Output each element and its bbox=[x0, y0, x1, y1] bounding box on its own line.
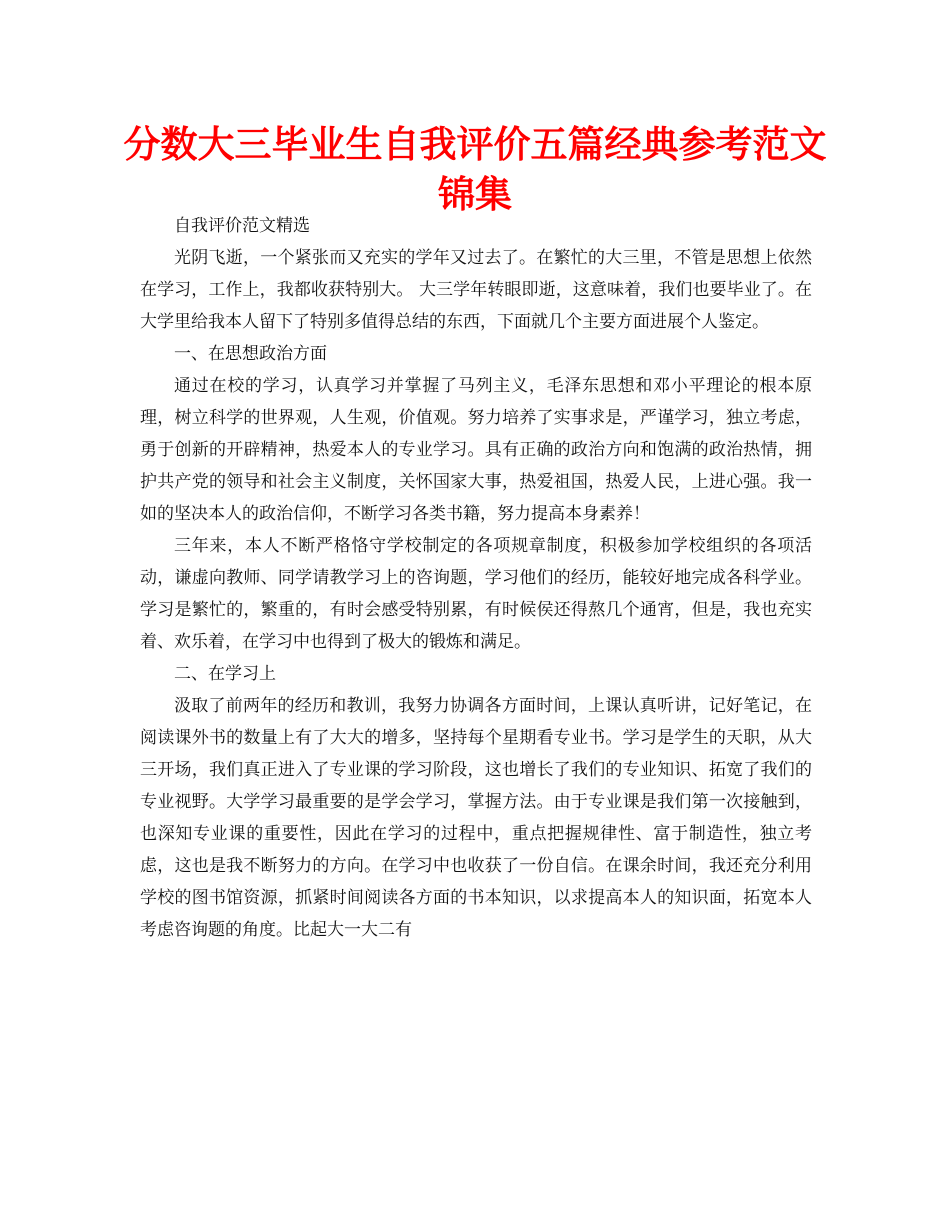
section-heading-politics: 一、在思想政治方面 bbox=[174, 344, 327, 364]
document-body bbox=[140, 210, 812, 946]
paragraph-study: 汲取了前两年的经历和教训，我努力协调各方面时间，上课认真听讲，记好笔记，在阅读课外书的数量上有了大大的增多，坚持每个星期看专业书。学习是学生的天职，从大三开场，我们真正进入了专业课的学习阶段，这也增长了我们的专业知识、拓宽了我们的专业视野。大学学习最重要的是学会学习，掌握方法。由于专业课是我们第一次接触到，也深知专业课的重要性，因此在学习的过程中，重点把握规律性、富于制造性，独立考虑，这也是我不断努力的方向。在学习中也收获了一份自信。在课余时间，我还充分利用学校的图书馆资源，抓紧时间阅读各方面的书本知识，以求提高本人的知识面，拓宽本人考虑咨询题的角度。比起大一大二有 bbox=[140, 696, 812, 940]
paragraph-opening: 光阴飞逝，一个紧张而又充实的学年又过去了。在繁忙的大三里，不管是思想上依然在学习，工作上，我都收获特别大。 大三学年转眼即逝，这意味着，我们也要毕业了。在大学里给我本人留下了特别多值得总结的东西，下面就几个主要方面进展个人鉴定。 bbox=[140, 248, 812, 332]
section-heading-study: 二、在学习上 bbox=[174, 664, 276, 684]
document-title: 分数大三毕业生自我评价五篇经典参考范文锦集 bbox=[123, 123, 827, 216]
paragraph-politics: 通过在校的学习，认真学习并掌握了马列主义，毛泽东思想和邓小平理论的根本原理，树立科学的世界观，人生观，价值观。努力培养了实事求是，严谨学习，独立考虑，勇于创新的开辟精神，热爱本人的专业学习。具有正确的政治方向和饱满的政治热情，拥护共产党的领导和社会主义制度，关怀国家大事，热爱祖国，热爱人民，上进心强。我一如的坚决本人的政治信仰，不断学习各类书籍，努力提高本身素养！ bbox=[140, 376, 812, 524]
paragraph-discipline: 三年来，本人不断严格恪守学校制定的各项规章制度，积极参加学校组织的各项活动，谦虚向教师、同学请教学习上的咨询题，学习他们的经历，能较好地完成各科学业。学习是繁忙的，繁重的，有时会感受特别累，有时候侯还得熬几个通宵，但是，我也充实着、欢乐着，在学习中也得到了极大的锻炼和满足。 bbox=[140, 536, 812, 652]
paragraph-intro-heading: 自我评价范文精选 bbox=[174, 216, 310, 236]
